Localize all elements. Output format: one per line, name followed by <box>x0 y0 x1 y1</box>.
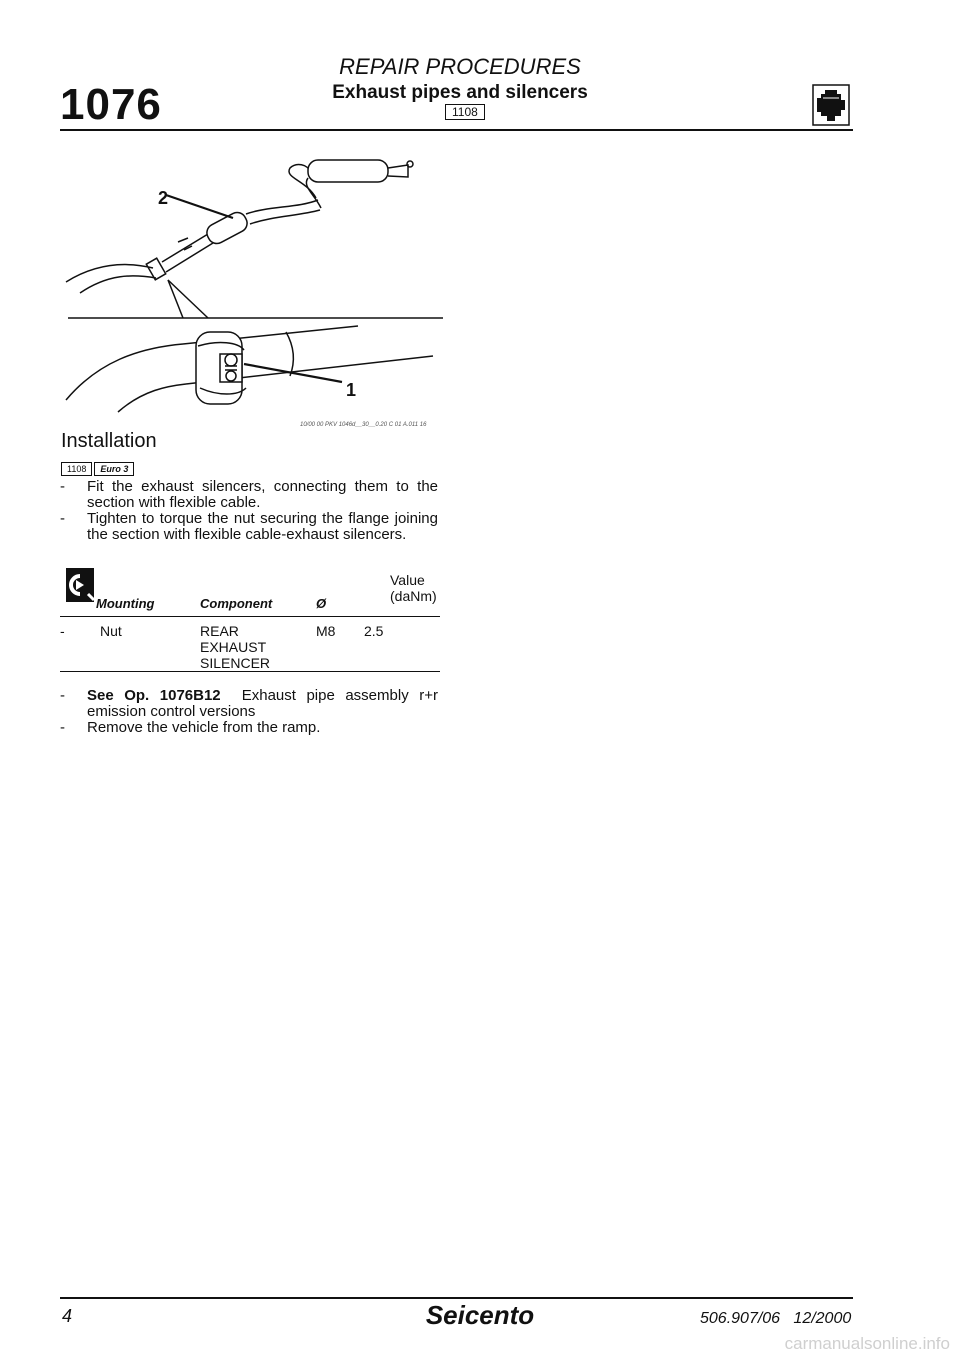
note-text <box>87 688 438 720</box>
engine-block-icon <box>812 84 850 126</box>
step-dash: - <box>60 510 65 527</box>
row-component: REAR EXHAUST SILENCER <box>200 623 271 671</box>
note-dash: - <box>60 719 65 736</box>
diagram-reference-code: 10/00 00 PKV 1046d__30__0.20 C 01 A.011 16 <box>300 422 427 428</box>
tag-euro: Euro 3 <box>94 462 134 476</box>
section-number: 1076 <box>60 80 162 129</box>
step-text: Tighten to torque the nut securing the flange joining the section with flexible cable-exhaust silencers. <box>87 510 438 543</box>
note-item <box>60 688 438 720</box>
note-description: Exhaust pipe assembly r+r emission control versions <box>87 687 438 720</box>
note-text: Remove the vehicle from the ramp. <box>87 719 321 736</box>
table-header <box>60 560 440 617</box>
installation-step <box>60 479 438 511</box>
page-number: 4 <box>62 1306 73 1326</box>
installation-heading: Installation <box>61 430 157 452</box>
installation-step <box>60 511 438 543</box>
header-diameter: Ø <box>316 596 327 611</box>
row-diameter: M8 <box>316 623 336 639</box>
header-category: REPAIR PROCEDURES <box>339 54 581 79</box>
header-title: Exhaust pipes and silencers <box>332 82 588 103</box>
header-value: Value (daNm) <box>390 572 437 604</box>
row-dash: - <box>60 623 65 639</box>
row-mounting: Nut <box>100 623 122 639</box>
diagram-label-1: 1 <box>346 380 357 400</box>
row-value: 2.5 <box>364 623 384 639</box>
document-reference: 506.907/06 12/2000 <box>700 1310 852 1327</box>
diagram-label-2: 2 <box>158 188 169 208</box>
model-name: Seicento <box>425 1300 535 1330</box>
note-item <box>60 720 438 736</box>
header-rule <box>60 129 853 131</box>
step-dash: - <box>60 478 65 495</box>
step-text: Fit the exhaust silencers, connecting them to the section with flexible cable. <box>87 478 438 511</box>
watermark: carmanualsonline.info <box>784 1334 950 1353</box>
footer-rule <box>60 1297 853 1299</box>
tag-code: 1108 <box>61 462 92 476</box>
header-mounting: Mounting <box>96 596 155 611</box>
op-reference: See Op. 1076B12 <box>87 687 221 704</box>
table-row <box>60 617 440 672</box>
wrench-torque-icon <box>66 568 96 602</box>
exhaust-diagram <box>58 150 458 432</box>
applicability-tags <box>61 459 136 477</box>
note-dash: - <box>60 687 65 704</box>
torque-table <box>60 560 440 672</box>
header-component: Component <box>200 596 273 611</box>
header-code-badge: 1108 <box>445 104 485 120</box>
